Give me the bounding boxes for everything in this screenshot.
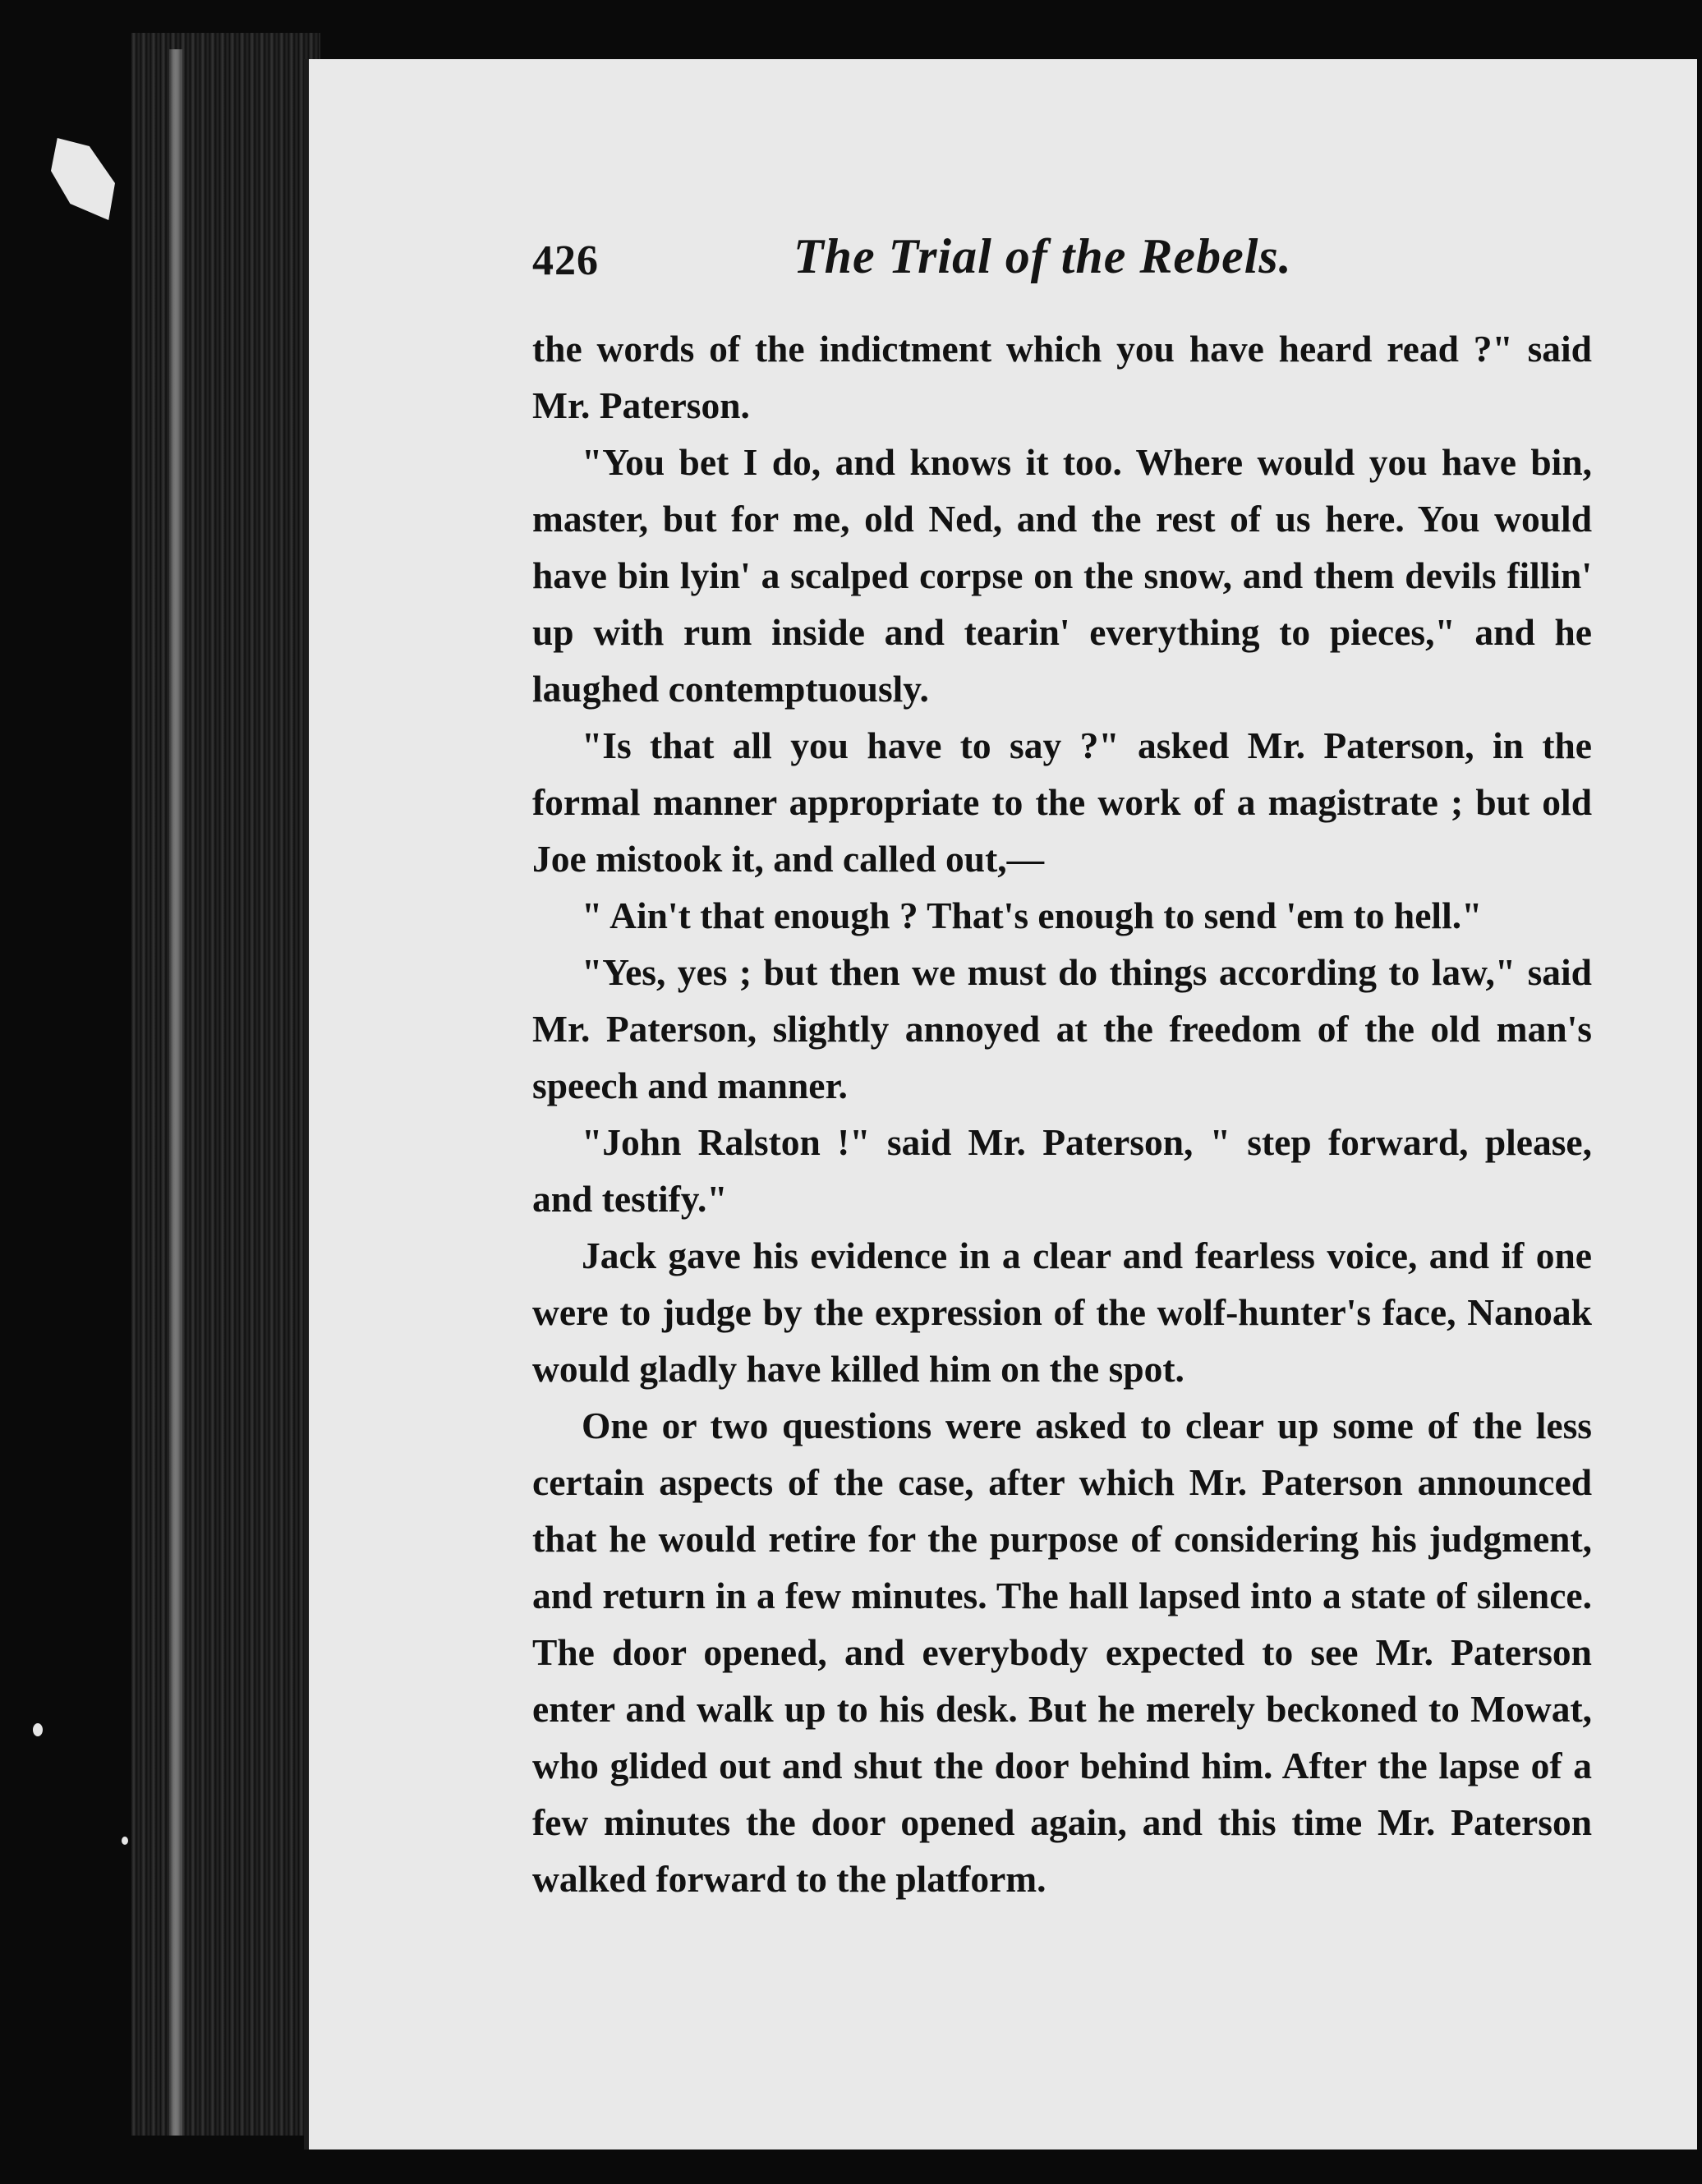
paper-tab-mark <box>51 138 115 220</box>
paragraph: "Yes, yes ; but then we must do things according to law," said Mr. Paterson, slightly annoyed at the freedom of the old man's speech and manner. <box>532 951 1592 1106</box>
book-page <box>304 59 1697 2150</box>
paragraph: "Is that all you have to say ?" asked Mr. Paterson, in the formal manner appropriate to the work of a magistrate ; but old Joe mistook it, and called out,— <box>532 724 1592 880</box>
paragraph: "You bet I do, and knows it too. Where would you have bin, master, but for me, old Ned, and the rest of us here. You would have bin lyin' a scalped corpse on the snow, and them devils fillin' up with rum inside and tearin' everything to pieces," and he laughed contemptuously. <box>532 441 1592 710</box>
paragraph: One or two questions were asked to clear up some of the less certain aspects of the case, after which Mr. Paterson announced that he would retire for the purpose of considering his judgment, and return in a few minutes. The hall lapsed into a state of silence. The door opened, and everybody expected to see Mr. Paterson enter and walk up to his desk. But he merely beckoned to Mowat, who glided out and shut the door behind him. After the lapse of a few minutes the door opened again, and this time Mr. Paterson walked forward to the platform. <box>532 1405 1592 1900</box>
scan-speck <box>33 1723 43 1736</box>
page-header <box>532 228 1600 310</box>
book-edge-highlight <box>169 49 182 2136</box>
paragraph: "John Ralston !" said Mr. Paterson, " step forward, please, and testify." <box>532 1121 1592 1220</box>
paragraph: Jack gave his evidence in a clear and fearless voice, and if one were to judge by the expression of the wolf-hunter's face, Nanoak would gladly have killed him on the spot. <box>532 1235 1592 1390</box>
running-title: The Trial of the Rebels. <box>794 229 1292 283</box>
book-fore-edge <box>131 33 320 2136</box>
paragraph: " Ain't that enough ? That's enough to send 'em to hell." <box>582 894 1483 936</box>
scan-speck <box>122 1837 128 1845</box>
page-body-text <box>532 320 1592 1907</box>
page-number: 426 <box>532 237 599 284</box>
paragraph: the words of the indictment which you have heard read ?" said Mr. Paterson. <box>532 328 1592 426</box>
